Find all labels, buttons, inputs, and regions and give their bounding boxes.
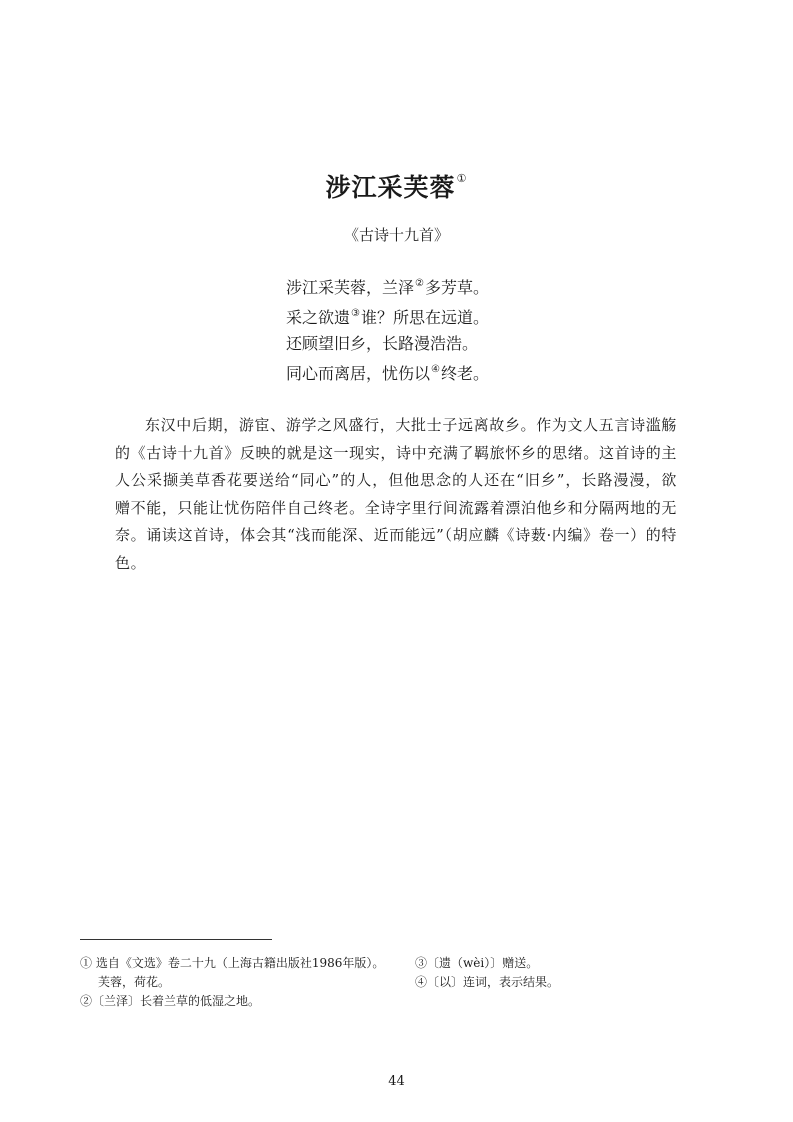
footnote-marker: ② <box>415 278 424 289</box>
poem-text: 谁？所思在远道。 <box>360 308 489 327</box>
page-title <box>0 168 793 204</box>
title-footnote-marker: ① <box>456 172 468 185</box>
footnote-2: ②〔兰泽〕长着兰草的低湿之地。 <box>80 994 261 1008</box>
footnotes-right <box>415 954 559 992</box>
poem-line <box>286 301 489 331</box>
poem-text: 多芳草。 <box>424 278 489 297</box>
poem-text: 同心而离居，忧伤以 <box>286 364 431 383</box>
poem-body <box>286 271 489 387</box>
footnote-3: ③〔遗（wèi）〕赠送。 <box>415 956 539 970</box>
source-subtitle: 《古诗十九首》 <box>343 226 449 244</box>
poem-text: 终老。 <box>440 364 489 383</box>
footnote-1-continued <box>80 973 384 992</box>
footnote-text: 芙蓉，荷花。 <box>98 975 171 989</box>
intro-paragraph: 东汉中后期，游宦、游学之风盛行，大批士子远离故乡。作为文人五言诗滥觞的《古诗十九首》反映的就是这一现实，诗中充满了羁旅怀乡的思绪。这首诗的主人公采撷美草香花要送给“同心”的人，但他思念的人还在“旧乡”，长路漫漫，欲赠不能，只能让忧伤陪伴自己终老。全诗字里行间流露着漂泊他乡和分隔两地的无奈。诵读这首诗，体会其“浅而能深、近而能远”（胡应麟《诗薮·内编》卷一）的特色。 <box>115 416 677 572</box>
footnote-1 <box>80 954 384 973</box>
poem-line <box>286 331 489 357</box>
title-text: 涉江采芙蓉 <box>325 173 456 202</box>
footnote-divider <box>80 939 272 940</box>
poem-line <box>286 357 489 387</box>
footnote-text: ① 选自《文选》卷二十九（上海古籍出版社1986年版）。 <box>80 956 385 970</box>
footnote-4: ④〔以〕连词，表示结果。 <box>415 975 560 989</box>
footnote-marker: ③ <box>351 308 360 319</box>
poem-text: 采之欲遗 <box>286 308 351 327</box>
footnotes-left <box>80 954 384 1011</box>
page-number: 44 <box>388 1074 405 1089</box>
poem-text: 还顾望旧乡，长路漫浩浩。 <box>286 334 479 353</box>
poem-text: 涉江采芙蓉，兰泽 <box>286 278 415 297</box>
poem-line <box>286 271 489 301</box>
footnote-marker: ④ <box>431 364 440 375</box>
